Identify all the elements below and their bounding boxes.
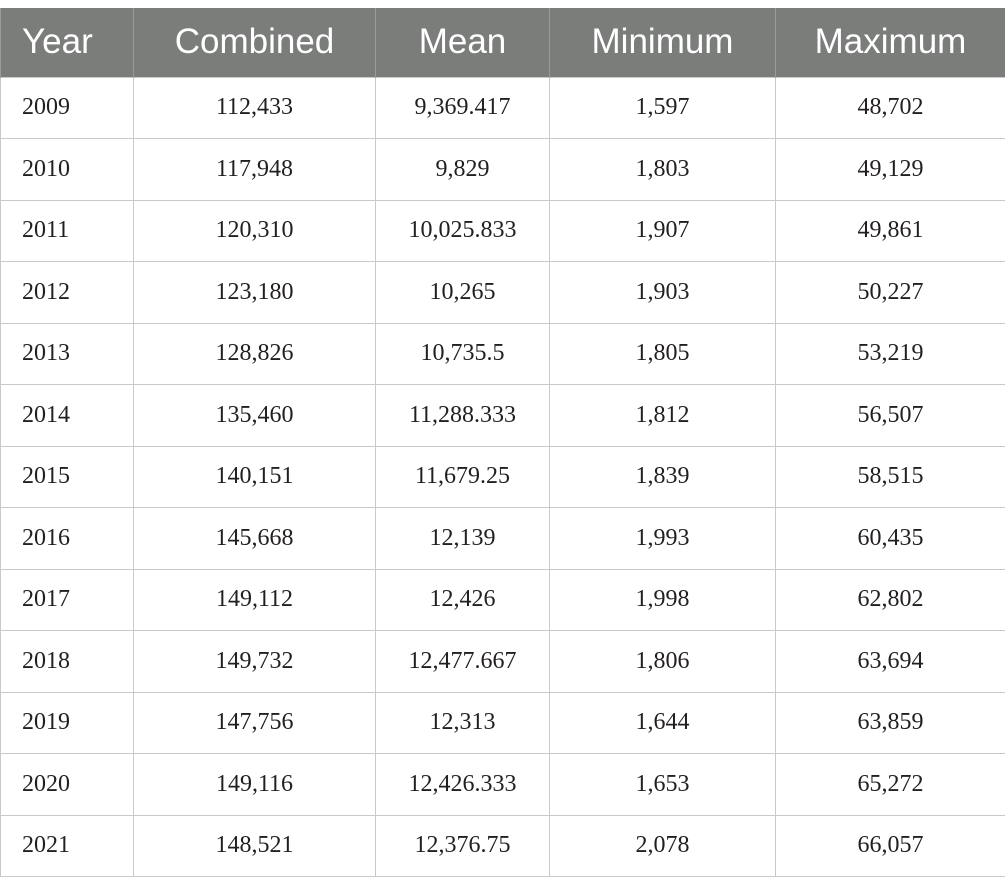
table-row — [1, 692, 1005, 754]
cell-maximum: 56,507 — [776, 385, 1005, 447]
cell-combined: 148,521 — [134, 815, 376, 877]
cell-minimum: 1,803 — [550, 139, 776, 201]
cell-mean: 10,735.5 — [376, 323, 550, 385]
cell-year: 2016 — [1, 508, 134, 570]
cell-combined: 147,756 — [134, 692, 376, 754]
table-header — [1, 8, 1005, 77]
cell-mean: 12,426.333 — [376, 754, 550, 816]
cell-minimum: 1,903 — [550, 262, 776, 324]
cell-combined: 140,151 — [134, 446, 376, 508]
cell-combined: 135,460 — [134, 385, 376, 447]
table-row — [1, 508, 1005, 570]
cell-minimum: 1,805 — [550, 323, 776, 385]
cell-minimum: 1,812 — [550, 385, 776, 447]
cell-minimum: 1,907 — [550, 200, 776, 262]
cell-year: 2015 — [1, 446, 134, 508]
cell-maximum: 60,435 — [776, 508, 1005, 570]
table-row — [1, 446, 1005, 508]
cell-combined: 128,826 — [134, 323, 376, 385]
table-row — [1, 569, 1005, 631]
cell-maximum: 53,219 — [776, 323, 1005, 385]
cell-combined: 120,310 — [134, 200, 376, 262]
data-table — [0, 8, 1005, 877]
cell-minimum: 1,993 — [550, 508, 776, 570]
header-minimum: Minimum — [550, 8, 776, 77]
table-row — [1, 139, 1005, 201]
cell-mean: 11,679.25 — [376, 446, 550, 508]
table-row — [1, 385, 1005, 447]
cell-year: 2009 — [1, 77, 134, 139]
cell-year: 2017 — [1, 569, 134, 631]
cell-maximum: 58,515 — [776, 446, 1005, 508]
cell-combined: 149,116 — [134, 754, 376, 816]
cell-maximum: 48,702 — [776, 77, 1005, 139]
header-mean: Mean — [376, 8, 550, 77]
cell-year: 2010 — [1, 139, 134, 201]
cell-maximum: 63,859 — [776, 692, 1005, 754]
cell-mean: 9,369.417 — [376, 77, 550, 139]
cell-combined: 123,180 — [134, 262, 376, 324]
cell-minimum: 1,998 — [550, 569, 776, 631]
table-row — [1, 77, 1005, 139]
cell-year: 2019 — [1, 692, 134, 754]
cell-maximum: 66,057 — [776, 815, 1005, 877]
table-row — [1, 200, 1005, 262]
cell-minimum: 1,597 — [550, 77, 776, 139]
cell-maximum: 50,227 — [776, 262, 1005, 324]
cell-year: 2012 — [1, 262, 134, 324]
cell-mean: 10,265 — [376, 262, 550, 324]
table-row — [1, 631, 1005, 693]
cell-maximum: 62,802 — [776, 569, 1005, 631]
cell-combined: 145,668 — [134, 508, 376, 570]
cell-year: 2020 — [1, 754, 134, 816]
table-body — [1, 77, 1005, 877]
header-maximum: Maximum — [776, 8, 1005, 77]
table-row — [1, 262, 1005, 324]
cell-year: 2018 — [1, 631, 134, 693]
cell-mean: 12,426 — [376, 569, 550, 631]
data-table-container — [0, 8, 1005, 877]
cell-minimum: 2,078 — [550, 815, 776, 877]
cell-combined: 117,948 — [134, 139, 376, 201]
header-combined: Combined — [134, 8, 376, 77]
cell-mean: 12,376.75 — [376, 815, 550, 877]
cell-mean: 11,288.333 — [376, 385, 550, 447]
cell-year: 2011 — [1, 200, 134, 262]
cell-minimum: 1,644 — [550, 692, 776, 754]
cell-minimum: 1,839 — [550, 446, 776, 508]
cell-year: 2021 — [1, 815, 134, 877]
cell-minimum: 1,806 — [550, 631, 776, 693]
cell-mean: 12,139 — [376, 508, 550, 570]
cell-year: 2014 — [1, 385, 134, 447]
cell-maximum: 49,861 — [776, 200, 1005, 262]
cell-combined: 149,112 — [134, 569, 376, 631]
cell-maximum: 65,272 — [776, 754, 1005, 816]
cell-mean: 9,829 — [376, 139, 550, 201]
table-row — [1, 815, 1005, 877]
cell-maximum: 63,694 — [776, 631, 1005, 693]
cell-minimum: 1,653 — [550, 754, 776, 816]
table-row — [1, 323, 1005, 385]
header-row — [1, 8, 1005, 77]
cell-mean: 10,025.833 — [376, 200, 550, 262]
cell-maximum: 49,129 — [776, 139, 1005, 201]
cell-combined: 149,732 — [134, 631, 376, 693]
cell-combined: 112,433 — [134, 77, 376, 139]
cell-year: 2013 — [1, 323, 134, 385]
cell-mean: 12,313 — [376, 692, 550, 754]
header-year: Year — [1, 8, 134, 77]
table-row — [1, 754, 1005, 816]
cell-mean: 12,477.667 — [376, 631, 550, 693]
